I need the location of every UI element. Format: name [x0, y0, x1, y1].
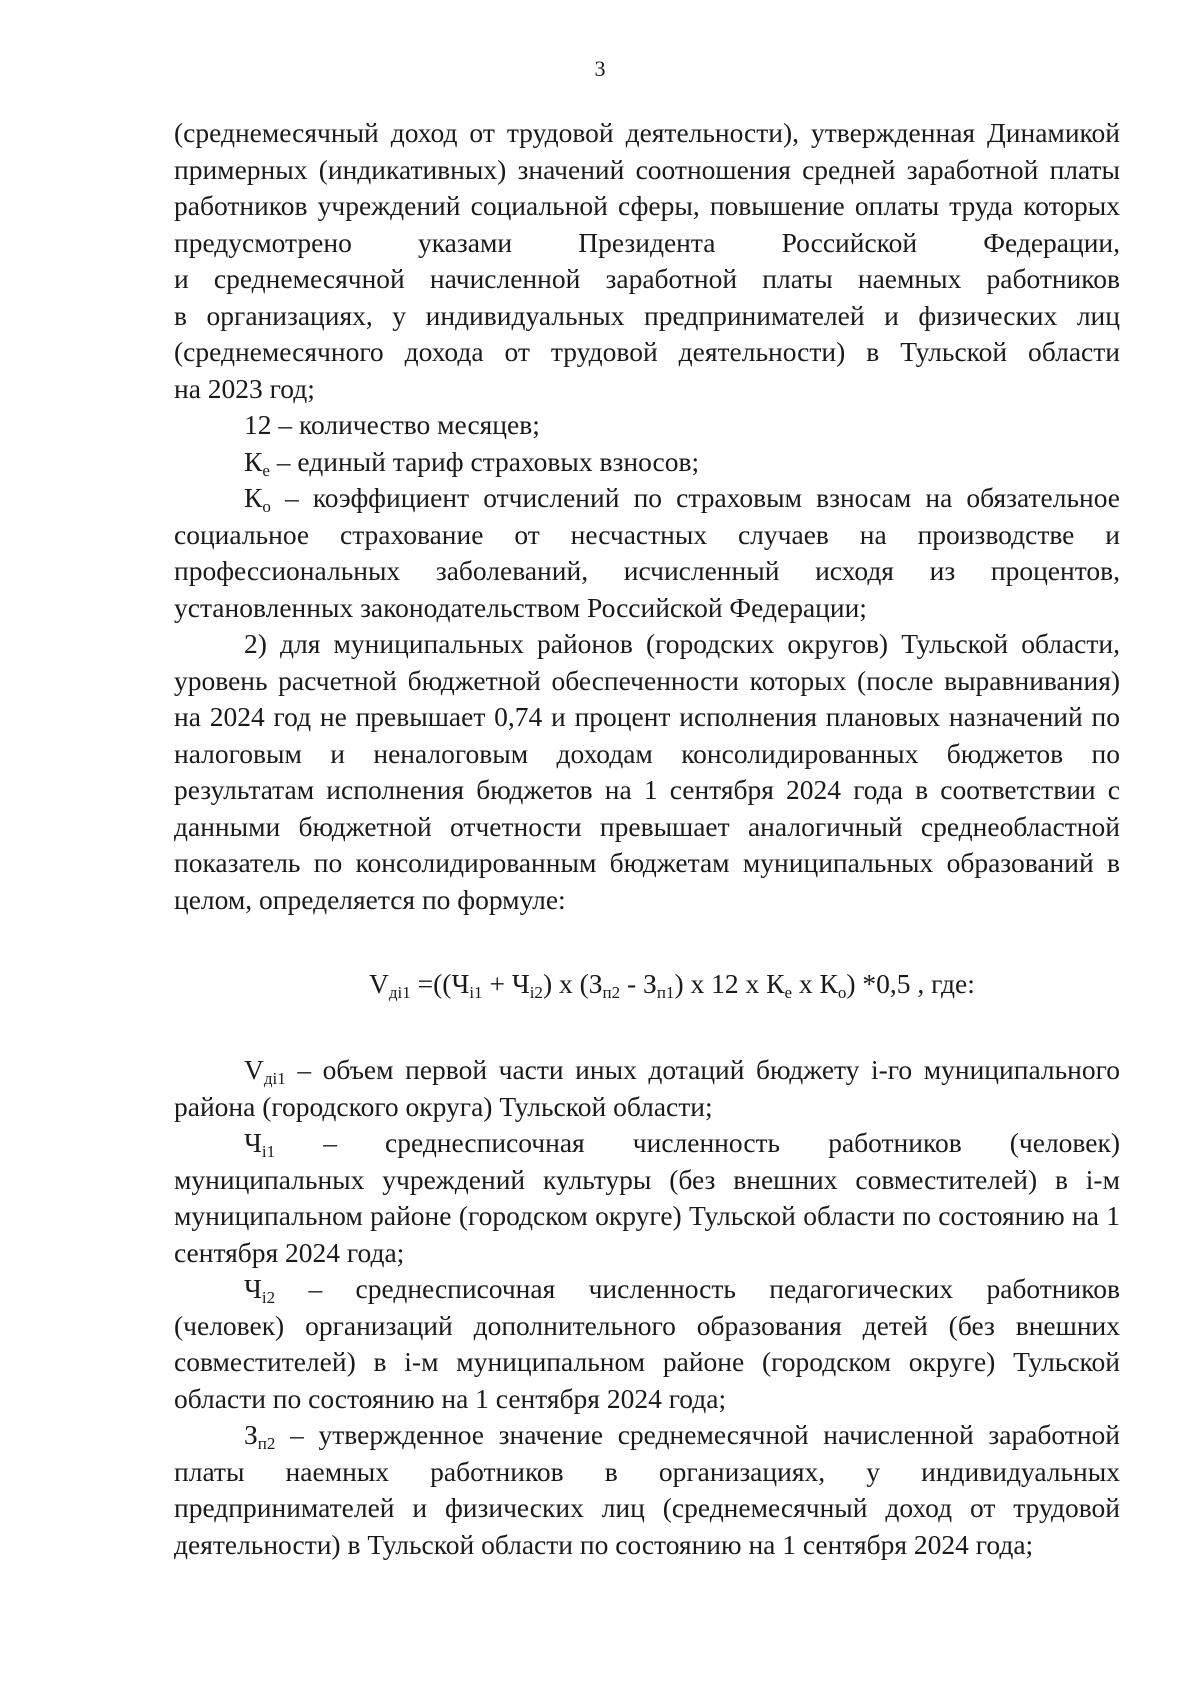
symbol-subscript: п2	[257, 1434, 276, 1453]
definition-first-line	[174, 1271, 1120, 1308]
document-body	[174, 115, 1120, 1563]
symbol-group	[244, 1271, 275, 1308]
definition-ch2	[174, 1271, 1120, 1417]
text-line: на 2023 год;	[174, 372, 315, 404]
definition-ch1	[174, 1125, 1120, 1271]
formula-subscript: п2	[602, 983, 621, 1002]
word: численность	[588, 1273, 736, 1304]
paragraph-text: 2) для муниципальных районов (городских округов) Тульской области, уровень расчетной бюджетной обеспеченности которых (после выравнивания) на 2024 год не превышает 0,74 и процент исполнения плановых назначений по налоговым и неналоговым доходам консолидированных бюджетов по результатам исполнения бюджетов на 1 сентября 2024 года в соответствии с данными бюджетной отчетности превышает аналогичный среднеобластной показатель по консолидированным бюджетам муниципальных образований в целом, определяется по формуле:	[174, 628, 1120, 915]
definition-v	[174, 1052, 1120, 1125]
definition-months	[174, 407, 1120, 444]
symbol: З	[244, 1419, 258, 1450]
text-line: (среднемесячного дохода от трудовой деятельности) в Тульской области	[174, 336, 1120, 367]
word: работников	[828, 1127, 962, 1158]
text-line: примерных (индикативных) значений соотношения средней заработной платы	[174, 153, 1120, 185]
symbol: V	[244, 1054, 264, 1085]
symbol: Ч	[244, 1273, 262, 1304]
text-line: работников учреждений социальной сферы, повышение оплаты труда которых	[174, 190, 1120, 221]
formula-subscript: е	[784, 983, 792, 1002]
formula-part: =((Ч	[410, 968, 470, 999]
definition-zp2	[174, 1417, 1120, 1563]
symbol: К	[244, 482, 263, 513]
formula-subscript: о	[837, 983, 847, 1002]
definition-ke	[174, 444, 1120, 481]
symbol-subscript: дi1	[263, 1069, 286, 1088]
word: численность	[632, 1127, 781, 1158]
paragraph-continuation	[174, 115, 1120, 407]
formula-subscript: п1	[656, 983, 675, 1002]
definition-first-line	[174, 1125, 1120, 1162]
text-line: и среднемесячной начисленной заработной платы наемных работников	[174, 263, 1120, 294]
definition-text: – единый тариф страховых взносов;	[269, 445, 700, 477]
definition-text: (человек) организаций дополнительного образования детей (без внешних совместителей) в i-м муниципальном районе (городском округе) Тульской области по состоянию на 1 сентября 2024 года;	[174, 1309, 1120, 1414]
formula-subscript: i2	[529, 983, 543, 1002]
word: (человек)	[1009, 1127, 1120, 1158]
text-line: в организациях, у индивидуальных предпринимателей и физических лиц	[174, 299, 1120, 331]
definition-ko	[174, 480, 1120, 626]
word: среднесписочная	[355, 1273, 556, 1304]
text-line: предусмотрено указами Президента Российской Федерации,	[174, 226, 1120, 258]
word: работников	[986, 1273, 1120, 1304]
page-number: 3	[594, 56, 606, 81]
formula-subscript: i1	[469, 983, 483, 1002]
symbol: Ч	[244, 1127, 262, 1158]
dash: –	[308, 1273, 323, 1304]
definition-text: – коэффициент отчислений по страховым взносам на обязательное социальное страхование от несчастных случаев на производстве и профессиональных заболеваний, исчисленный исходя из процентов, установленных законодательством Российской Федерации;	[174, 482, 1120, 623]
symbol-subscript: i1	[261, 1142, 276, 1161]
formula-part: ) х (З	[542, 968, 603, 999]
dash: –	[323, 1127, 337, 1158]
text-line: (среднемесячный доход от трудовой деятельности), утвержденная Динамикой	[174, 117, 1120, 148]
symbol-group	[244, 1125, 275, 1162]
formula-part: - З	[620, 968, 657, 999]
formula-part: + Ч	[482, 968, 530, 999]
formula-subscript: дi1	[388, 983, 411, 1002]
formula-part: V	[369, 968, 389, 999]
symbol-subscript: о	[262, 497, 271, 516]
symbol-subscript: е	[262, 460, 270, 480]
definition-text: 12 – количество месяцев;	[244, 409, 540, 440]
formula-part: ) х 12 х К	[674, 968, 785, 999]
formula	[174, 966, 1120, 1002]
symbol: К	[244, 445, 263, 477]
definition-text: муниципальных учреждений культуры (без внешних совместителей) в i-м муниципальном районе (городском округе) Тульской области по состоянию на 1 сентября 2024 года;	[174, 1163, 1120, 1268]
symbol-subscript: i2	[261, 1288, 276, 1307]
formula-part: ) *0,5 , где:	[846, 968, 975, 999]
paragraph-item-2	[174, 626, 1120, 918]
definition-text: – объем первой части иных дотаций бюджету i-го муниципального района (городского округа) Тульской области;	[174, 1054, 1120, 1122]
formula-part: х К	[791, 968, 838, 999]
word: среднесписочная	[385, 1127, 585, 1158]
word: педагогических	[769, 1273, 954, 1304]
definition-text: – утвержденное значение среднемесячной начисленной заработной платы наемных работников в организациях, у индивидуальных предпринимателей и физических лиц (среднемесячный доход от трудовой деятельности) в Тульской области по состоянию на 1 сентября 2024 года;	[174, 1419, 1120, 1560]
